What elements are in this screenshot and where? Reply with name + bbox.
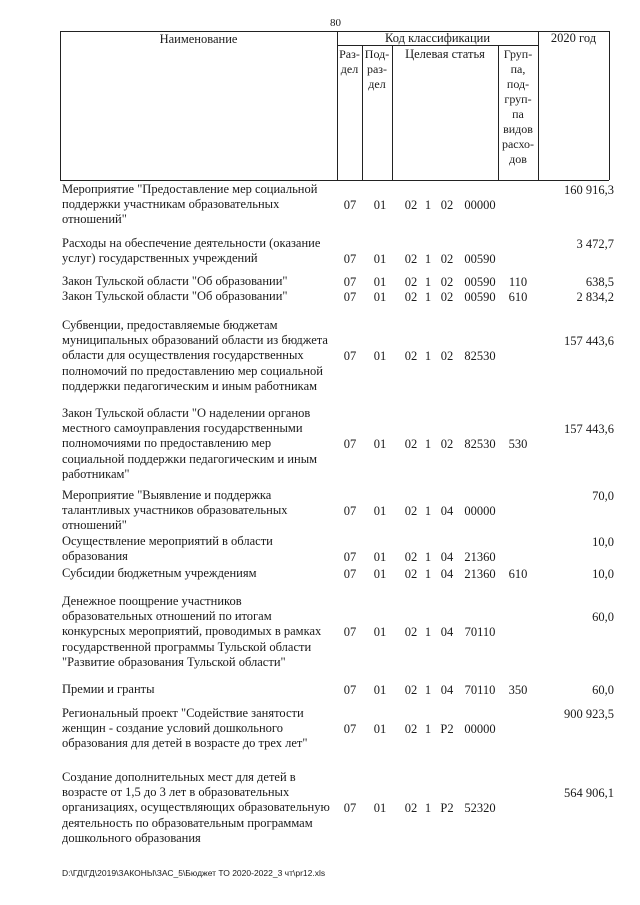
code-pr: 01 <box>373 198 387 213</box>
row-name: Субсидии бюджетным учреждениям <box>62 566 257 580</box>
code-c2: 1 <box>424 437 432 452</box>
code-rz: 07 <box>343 275 357 289</box>
row-name: Осуществление мероприятий в области образования <box>62 534 273 564</box>
code-c2: 1 <box>424 275 432 289</box>
code-c2: 1 <box>424 801 432 816</box>
amount: 900 923,5 <box>564 707 614 721</box>
header-target: Целевая статья <box>405 47 485 61</box>
row-name: Закон Тульской области "О наделении органов местного самоуправления государственными полномочиями по предоставлению мер социальной поддержки педагогическим и иным работникам" <box>62 406 318 481</box>
page-number: 80 <box>330 17 341 29</box>
code-c3: 04 <box>440 504 454 519</box>
code-c3: 04 <box>440 567 454 581</box>
code-vr: 530 <box>508 437 528 452</box>
code-c3: 02 <box>440 252 454 267</box>
file-path: D:\ГД\ГД\2019\ЗАКОНЫ\ЗАС_5\Бюджет ТО 2020-2022_3 чт\pr12.xls <box>62 868 326 878</box>
amount: 3 472,7 <box>576 237 614 251</box>
code-c3: 02 <box>440 198 454 213</box>
code-pr: 01 <box>373 722 387 737</box>
code-c4: 00000 <box>464 198 496 213</box>
header-podrazdel: Под- раз- дел <box>364 47 390 91</box>
code-pr: 01 <box>373 275 387 289</box>
code-c1: 02 <box>404 504 418 519</box>
code-c2: 1 <box>424 290 432 304</box>
code-pr: 01 <box>373 349 387 364</box>
code-c4: 52320 <box>464 801 496 816</box>
row-name: Премии и гранты <box>62 682 155 696</box>
code-rz: 07 <box>343 437 357 452</box>
code-pr: 01 <box>373 625 387 640</box>
code-c2: 1 <box>424 567 432 581</box>
code-rz: 07 <box>343 252 357 267</box>
code-c3: 02 <box>440 290 454 304</box>
code-c4: 00590 <box>464 275 496 289</box>
amount: 157 443,6 <box>564 334 614 349</box>
code-c1: 02 <box>404 290 418 304</box>
code-pr: 01 <box>373 567 387 581</box>
code-vr: 110 <box>508 275 528 289</box>
code-c1: 02 <box>404 252 418 267</box>
code-vr: 350 <box>508 683 528 697</box>
code-rz: 07 <box>343 567 357 581</box>
code-c3: 02 <box>440 437 454 452</box>
code-pr: 01 <box>373 550 387 565</box>
code-c3: P2 <box>440 722 454 737</box>
row-name: Мероприятие "Предоставление мер социальной поддержки участникам образовательных отношений" <box>62 182 318 227</box>
code-c2: 1 <box>424 722 432 737</box>
code-c1: 02 <box>404 567 418 581</box>
row-name: Расходы на обеспечение деятельности (оказание услуг) государственных учреждений <box>62 236 321 266</box>
amount: 157 443,6 <box>564 422 614 437</box>
code-c4: 00590 <box>464 252 496 267</box>
code-c4: 82530 <box>464 349 496 364</box>
header-razdel: Раз- дел <box>339 47 360 76</box>
code-c2: 1 <box>424 550 432 565</box>
code-c2: 1 <box>424 198 432 213</box>
code-c4: 21360 <box>464 567 496 581</box>
code-c2: 1 <box>424 625 432 640</box>
code-c1: 02 <box>404 550 418 565</box>
code-c1: 02 <box>404 349 418 364</box>
code-c3: P2 <box>440 801 454 816</box>
code-pr: 01 <box>373 290 387 304</box>
code-rz: 07 <box>343 722 357 737</box>
code-rz: 07 <box>343 504 357 519</box>
amount: 2 834,2 <box>576 290 614 304</box>
amount: 10,0 <box>592 535 614 549</box>
code-c1: 02 <box>404 801 418 816</box>
row-name: Мероприятие "Выявление и поддержка талантливых участников образовательных отношений" <box>62 488 288 533</box>
code-pr: 01 <box>373 437 387 452</box>
code-c4: 00000 <box>464 722 496 737</box>
header-year: 2020 год <box>550 31 597 45</box>
row-name: Закон Тульской области "Об образовании" <box>62 289 288 303</box>
code-pr: 01 <box>373 801 387 816</box>
code-rz: 07 <box>343 349 357 364</box>
code-pr: 01 <box>373 252 387 267</box>
code-pr: 01 <box>373 504 387 519</box>
amount: 638,5 <box>585 275 614 289</box>
amount: 564 906,1 <box>564 786 614 801</box>
code-rz: 07 <box>343 198 357 213</box>
code-c4: 82530 <box>464 437 496 452</box>
row-name: Субвенции, предоставляемые бюджетам муниципальных образований области из бюджета области для осуществления государственных полномочий по предоставлению мер социальной поддержки педагогическим и иным работникам <box>62 318 328 393</box>
code-c1: 02 <box>404 198 418 213</box>
code-c2: 1 <box>424 504 432 519</box>
amount: 60,0 <box>592 683 614 697</box>
code-pr: 01 <box>373 683 387 697</box>
header-classification: Код классификации <box>384 31 491 45</box>
code-vr: 610 <box>508 567 528 581</box>
row-name: Закон Тульской области "Об образовании" <box>62 274 288 288</box>
code-c4: 00000 <box>464 504 496 519</box>
code-c2: 1 <box>424 252 432 267</box>
code-c3: 04 <box>440 550 454 565</box>
amount: 60,0 <box>592 610 614 625</box>
code-c4: 70110 <box>464 683 496 697</box>
amount: 70,0 <box>592 489 614 503</box>
code-rz: 07 <box>343 290 357 304</box>
code-c1: 02 <box>404 625 418 640</box>
header-group: Груп- па, под- груп- па видов расхо- дов <box>501 47 535 166</box>
row-name: Денежное поощрение участников образовательных отношений по итогам конкурсных мероприятий, проводимых в рамках государственной программы Тульской области "Развитие образования Тульской области" <box>62 594 322 669</box>
code-c3: 02 <box>440 275 454 289</box>
amount: 160 916,3 <box>564 183 614 197</box>
code-c1: 02 <box>404 722 418 737</box>
header-name: Наименование <box>159 32 238 46</box>
code-c3: 04 <box>440 683 454 697</box>
row-name: Создание дополнительных мест для детей в возрасте от 1,5 до 3 лет в образовательных организациях, осуществляющих образовательную деятельность по образовательным программам дошкольного образования <box>62 770 330 845</box>
code-rz: 07 <box>343 550 357 565</box>
code-c4: 21360 <box>464 550 496 565</box>
code-c3: 02 <box>440 349 454 364</box>
code-vr: 610 <box>508 290 528 304</box>
code-rz: 07 <box>343 683 357 697</box>
code-c2: 1 <box>424 683 432 697</box>
code-c4: 70110 <box>464 625 496 640</box>
code-rz: 07 <box>343 801 357 816</box>
code-c2: 1 <box>424 349 432 364</box>
code-c1: 02 <box>404 275 418 289</box>
code-c4: 00590 <box>464 290 496 304</box>
code-c1: 02 <box>404 683 418 697</box>
code-c1: 02 <box>404 437 418 452</box>
row-name: Региональный проект "Содействие занятости женщин - создание условий дошкольного образования для детей в возрасте до трех лет" <box>62 706 308 751</box>
code-c3: 04 <box>440 625 454 640</box>
amount: 10,0 <box>592 567 614 581</box>
code-rz: 07 <box>343 625 357 640</box>
